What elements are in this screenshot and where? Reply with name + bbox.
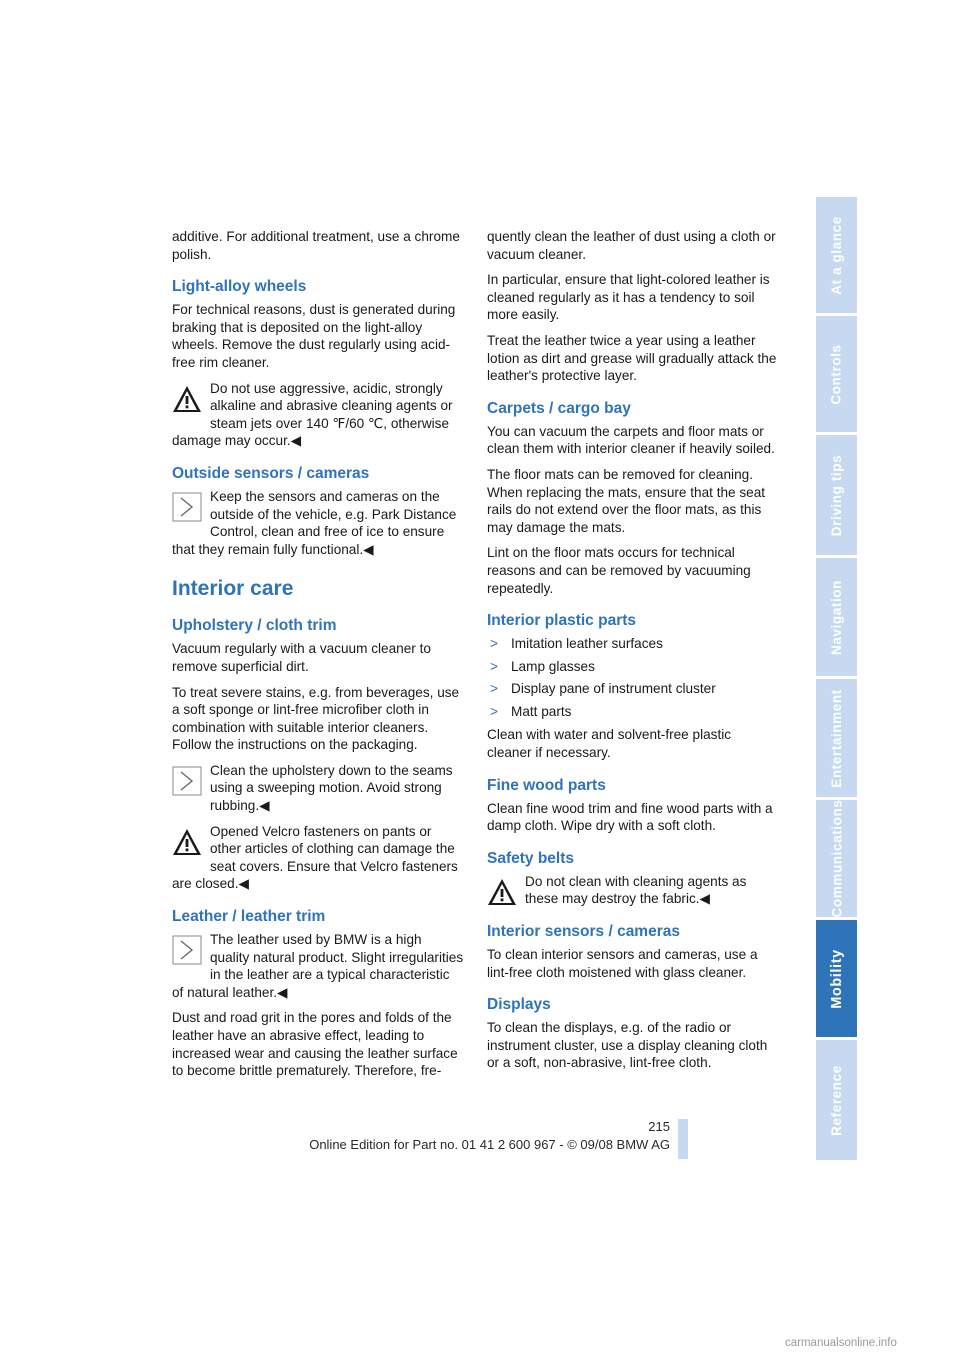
heading-light-alloy-wheels: Light-alloy wheels (172, 278, 307, 296)
heading-outside-sensors: Outside sensors / cameras (172, 464, 370, 482)
warning-triangle-icon (487, 877, 517, 907)
heading-displays: Displays (487, 996, 551, 1014)
upholstery-warning (172, 823, 464, 893)
list-item: > Imitation leather surfaces (490, 636, 663, 652)
nav-tab-controls[interactable]: Controls (816, 316, 857, 432)
leather-cont-paragraph-3: Treat the leather twice a year using a leather lotion as dirt and grease will gradually attack the leather's protective layer. (487, 332, 777, 384)
left-column (172, 228, 464, 1088)
heading-interior-sensors: Interior sensors / cameras (487, 923, 680, 941)
carpets-paragraph-2: The floor mats can be removed for cleaning. When replacing the mats, ensure that the seat rails do not extend over the floor mats, as this may damage the mats. (487, 466, 766, 535)
leather-note-text: The leather used by BMW is a high quality natural product. Slight irregularities in the leather are a typical characteristic of natural leather.◀ (172, 932, 464, 1000)
plastic-parts-list (487, 635, 779, 720)
note-arrow-icon (172, 766, 202, 796)
nav-tab-reference[interactable]: Reference (816, 1040, 857, 1160)
page-number: 215 (648, 1119, 670, 1134)
list-item: > Display pane of instrument cluster (490, 681, 716, 697)
bullet-marker: > (490, 658, 498, 674)
bullet-marker: > (490, 681, 498, 697)
side-nav (816, 197, 857, 1160)
displays-paragraph: To clean the displays, e.g. of the radio or instrument cluster, use a display cleaning cloth or a soft, non-abrasive, lint-free cloth. (487, 1020, 768, 1071)
wheels-warning (172, 380, 464, 450)
watermark: carmanualsonline.info (785, 1337, 897, 1349)
upholstery-note-text: Clean the upholstery down to the seams using a sweeping motion. Avoid strong rubbing.◀ (210, 762, 453, 814)
heading-plastic-parts: Interior plastic parts (487, 612, 637, 630)
sensors-note (172, 488, 464, 558)
upholstery-paragraph-1: Vacuum regularly with a vacuum cleaner to remove superficial dirt. (172, 641, 431, 674)
upholstery-paragraph-2: To treat severe stains, e.g. from beverages, use a soft sponge or lint-free microfiber cloth in combination with suitable interior cleaners. Follow the instructions on the packaging. (172, 684, 460, 753)
upholstery-note (172, 762, 464, 815)
carpets-paragraph-3: Lint on the floor mats occurs for technical reasons and can be removed by vacuuming repeatedly. (487, 545, 751, 596)
leather-cont-paragraph-1: quently clean the leather of dust using a cloth or vacuum cleaner. (487, 229, 776, 262)
leather-cont-paragraph-2: In particular, ensure that light-colored leather is cleaned regularly as it has a tendency to soil more easily. (487, 272, 770, 323)
nav-tab-mobility[interactable]: Mobility (816, 920, 857, 1037)
list-item: > Matt parts (490, 703, 572, 719)
nav-tab-driving-tips[interactable]: Driving tips (816, 435, 857, 555)
intro-paragraph: additive. For additional treatment, use a chrome polish. (172, 229, 460, 262)
heading-fine-wood: Fine wood parts (487, 776, 606, 794)
upholstery-warning-text: Opened Velcro fasteners on pants or other articles of clothing can damage the seat covers. Ensure that Velcro fasteners are closed.◀ (172, 823, 458, 892)
nav-tab-at-a-glance[interactable]: At a glance (816, 197, 857, 313)
nav-tab-navigation[interactable]: Navigation (816, 558, 857, 676)
leather-paragraph-1: Dust and road grit in the pores and folds of the leather have an abrasive effect, leading to increased wear and causing the leather surface to become brittle prematurely. Therefore, fre- (172, 1010, 458, 1079)
bullet-marker: > (490, 703, 498, 719)
wheels-paragraph: For technical reasons, dust is generated during braking that is deposited on the light-alloy wheels. Remove the dust regularly using acid-free rim cleaner. (172, 302, 456, 370)
warning-triangle-icon (172, 384, 202, 414)
leather-note (172, 931, 464, 1001)
list-item: > Lamp glasses (490, 658, 595, 674)
belts-warning (487, 873, 779, 908)
heading-safety-belts: Safety belts (487, 849, 575, 867)
carpets-paragraph-1: You can vacuum the carpets and floor mats or clean them with interior cleaner if heavily soiled. (487, 423, 775, 457)
interior-sensors-paragraph: To clean interior sensors and cameras, use a lint-free cloth moistened with glass cleaner. (487, 947, 758, 980)
nav-tab-communications[interactable]: Communications (816, 800, 857, 917)
heading-upholstery: Upholstery / cloth trim (172, 617, 337, 635)
belts-warning-text: Do not clean with cleaning agents as these may destroy the fabric.◀ (525, 873, 747, 907)
right-column (487, 228, 779, 1080)
plastic-paragraph: Clean with water and solvent-free plastic cleaner if necessary. (487, 727, 732, 761)
wheels-warning-text: Do not use aggressive, acidic, strongly alkaline and abrasive cleaning agents or steam jets over 140 ℉/60 ℃, otherwise damage may occur.◀ (172, 380, 453, 449)
heading-carpets: Carpets / cargo bay (487, 399, 631, 417)
sensors-note-text: Keep the sensors and cameras on the outside of the vehicle, e.g. Park Distance Control, clean and free of ice to ensure that they remain fully functional.◀ (172, 488, 457, 557)
wood-paragraph: Clean fine wood trim and fine wood parts with a damp cloth. Wipe dry with a soft cloth. (487, 800, 773, 834)
note-arrow-icon (172, 935, 202, 965)
bullet-marker: > (490, 636, 498, 652)
footer-edition: Online Edition for Part no. 01 41 2 600 967 - © 09/08 BMW AG (309, 1137, 670, 1152)
note-arrow-icon (172, 492, 202, 522)
heading-leather: Leather / leather trim (172, 908, 326, 926)
warning-triangle-icon (172, 827, 202, 857)
footer-bar (678, 1119, 688, 1159)
nav-tab-entertainment[interactable]: Entertainment (816, 679, 857, 797)
title-interior-care: Interior care (172, 577, 294, 601)
